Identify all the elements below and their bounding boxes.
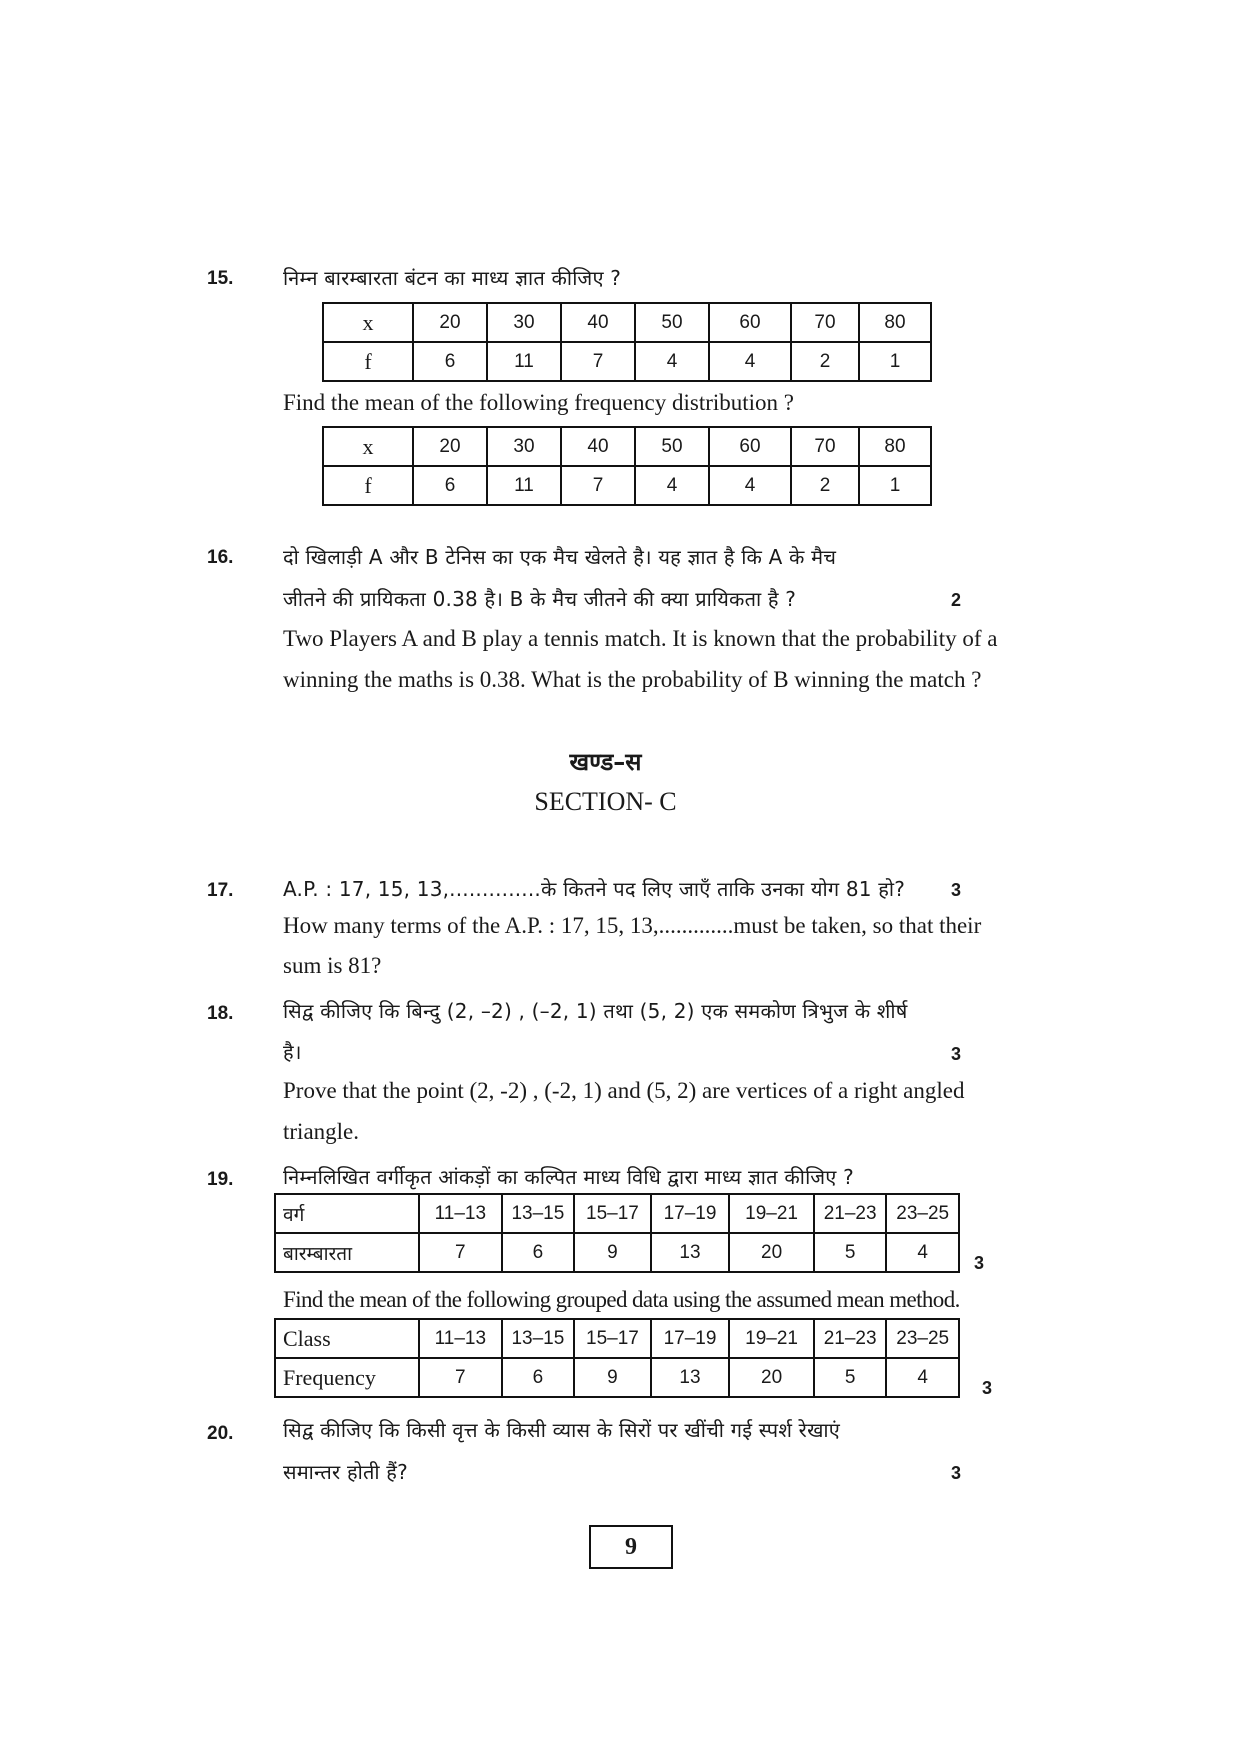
table-row	[323, 427, 931, 466]
table-cell: 1	[859, 466, 931, 505]
table-cell: 13	[651, 1358, 730, 1397]
table-cell: 20	[729, 1233, 814, 1272]
question-text-hindi: है।	[283, 1040, 302, 1064]
table-cell: 17–19	[651, 1194, 730, 1233]
question-number: 20.	[207, 1423, 234, 1444]
table-cell: f	[323, 466, 413, 505]
question-number: 19.	[207, 1169, 234, 1190]
question-text-hindi: सिद्व कीजिए कि किसी वृत्त के किसी व्यास के सिरों पर खींची गई स्पर्श रेखाएं	[283, 1418, 841, 1442]
table-cell: 80	[859, 427, 931, 466]
question-text-hindi: जीतने की प्रायिकता 0.38 है। B के मैच जीतने की क्या प्रायिकता है ?	[283, 587, 797, 611]
page-number: 9	[589, 1525, 673, 1569]
table-cell: 7	[561, 466, 635, 505]
table-cell: 4	[635, 342, 709, 381]
table-cell: 17–19	[651, 1319, 730, 1358]
table-cell: 13	[651, 1233, 730, 1272]
table-row	[275, 1319, 959, 1358]
grouped-data-table-english	[274, 1318, 960, 1398]
question-text-english: sum is 81?	[283, 953, 382, 978]
section-heading-english: SECTION- C	[534, 787, 677, 816]
table-cell: 5	[814, 1358, 887, 1397]
table-cell: बारम्बारता	[275, 1233, 419, 1272]
question-text-english: How many terms of the A.P. : 17, 15, 13,.............must be taken, so that their	[283, 913, 982, 938]
table-cell: 23–25	[886, 1194, 959, 1233]
table-cell: 2	[791, 342, 859, 381]
table-cell: 40	[561, 303, 635, 342]
table-cell: 20	[413, 427, 487, 466]
table-cell: 4	[709, 466, 791, 505]
table-cell: 19–21	[729, 1319, 814, 1358]
table-cell: 9	[574, 1233, 651, 1272]
frequency-table-hindi	[322, 302, 932, 382]
table-cell: 6	[413, 466, 487, 505]
table-cell: 21–23	[814, 1319, 887, 1358]
grouped-data-table-hindi	[274, 1193, 960, 1273]
table-cell: 30	[487, 427, 561, 466]
table-cell: 5	[814, 1233, 887, 1272]
marks-label: 3	[951, 880, 962, 900]
table-cell: 70	[791, 303, 859, 342]
table-cell: 7	[419, 1233, 502, 1272]
table-row	[275, 1358, 959, 1397]
table-cell: f	[323, 342, 413, 381]
table-row	[323, 342, 931, 381]
table-cell: 13–15	[502, 1319, 575, 1358]
table-cell: 23–25	[886, 1319, 959, 1358]
table-cell: 2	[791, 466, 859, 505]
question-text-english: triangle.	[283, 1119, 359, 1144]
table-cell: 21–23	[814, 1194, 887, 1233]
table-cell: 60	[709, 303, 791, 342]
table-cell: 19–21	[729, 1194, 814, 1233]
marks-label: 3	[982, 1378, 993, 1398]
table-cell: 9	[574, 1358, 651, 1397]
marks-label: 3	[951, 1044, 962, 1064]
table-cell: 4	[709, 342, 791, 381]
question-text-english: Find the mean of the following grouped data using the assumed mean method.	[283, 1287, 960, 1312]
table-cell: 6	[502, 1233, 575, 1272]
marks-label: 3	[974, 1253, 985, 1273]
table-cell: वर्ग	[275, 1194, 419, 1233]
question-text-english: Prove that the point (2, -2) , (-2, 1) and (5, 2) are vertices of a right angled	[283, 1078, 965, 1103]
table-cell: 13–15	[502, 1194, 575, 1233]
question-text-english: Find the mean of the following frequency distribution ?	[283, 390, 794, 415]
table-cell: 11–13	[419, 1194, 502, 1233]
table-cell: x	[323, 427, 413, 466]
marks-label: 2	[951, 590, 962, 610]
question-text-hindi: निम्न बारम्बारता बंटन का माध्य ज्ञात कीजिए ?	[283, 266, 622, 290]
table-cell: 11	[487, 342, 561, 381]
table-cell: 20	[413, 303, 487, 342]
table-cell: 15–17	[574, 1194, 651, 1233]
table-cell: 15–17	[574, 1319, 651, 1358]
marks-label: 3	[951, 1463, 962, 1483]
question-text-hindi: समान्तर होती हैं?	[283, 1460, 408, 1484]
table-cell: 4	[886, 1233, 959, 1272]
table-cell: x	[323, 303, 413, 342]
table-cell: 70	[791, 427, 859, 466]
question-text-english: winning the maths is 0.38. What is the probability of B winning the match ?	[283, 667, 982, 692]
table-row	[275, 1233, 959, 1272]
table-row	[323, 466, 931, 505]
frequency-table-english	[322, 426, 932, 506]
table-cell: 80	[859, 303, 931, 342]
table-cell: Frequency	[275, 1358, 419, 1397]
table-cell: 40	[561, 427, 635, 466]
table-cell: 30	[487, 303, 561, 342]
table-row	[275, 1194, 959, 1233]
question-text-hindi: दो खिलाड़ी A और B टेनिस का एक मैच खेलते है। यह ज्ञात है कि A के मैच	[283, 545, 837, 569]
question-number: 16.	[207, 547, 234, 568]
table-cell: 50	[635, 427, 709, 466]
question-text-hindi: सिद्व कीजिए कि बिन्दु (2, –2) , (–2, 1) तथा (5, 2) एक समकोण त्रिभुज के शीर्ष	[283, 999, 908, 1023]
question-number: 17.	[207, 880, 234, 901]
table-cell: 50	[635, 303, 709, 342]
table-cell: 4	[886, 1358, 959, 1397]
question-text-hindi: A.P. : 17, 15, 13,..............के कितने पद लिए जाएँ ताकि उनका योग 81 हो?	[283, 877, 906, 901]
table-cell: 6	[502, 1358, 575, 1397]
table-cell: 7	[419, 1358, 502, 1397]
table-cell: 6	[413, 342, 487, 381]
question-text-english: Two Players A and B play a tennis match. It is known that the probability of a	[283, 626, 998, 651]
table-cell: 11	[487, 466, 561, 505]
table-row	[323, 303, 931, 342]
table-cell: Class	[275, 1319, 419, 1358]
table-cell: 1	[859, 342, 931, 381]
question-text-hindi: निम्नलिखित वर्गीकृत आंकड़ों का कल्पित माध्य विधि द्वारा माध्य ज्ञात कीजिए ?	[283, 1165, 854, 1189]
question-number: 18.	[207, 1003, 234, 1024]
section-heading-hindi: खण्ड–स	[569, 748, 642, 776]
table-cell: 11–13	[419, 1319, 502, 1358]
table-cell: 4	[635, 466, 709, 505]
table-cell: 7	[561, 342, 635, 381]
table-cell: 20	[729, 1358, 814, 1397]
table-cell: 60	[709, 427, 791, 466]
question-number: 15.	[207, 268, 234, 289]
